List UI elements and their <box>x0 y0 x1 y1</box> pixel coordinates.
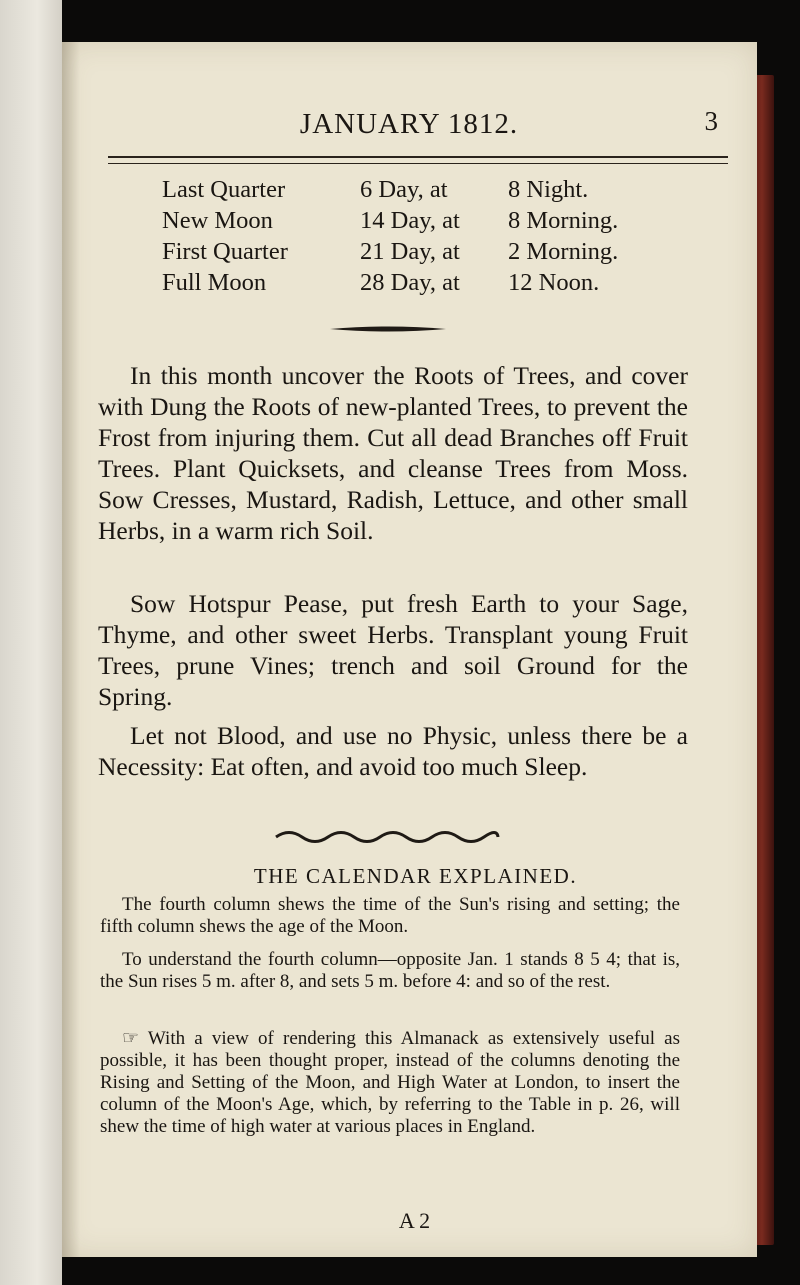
moon-phase-label: New Moon <box>162 206 273 234</box>
moon-phase-time: 2 Morning. <box>508 237 619 265</box>
moon-phase-time: 8 Night. <box>508 175 589 203</box>
table-row <box>162 267 618 298</box>
body-paragraph: In this month uncover the Roots of Trees, and cover with Dung the Roots of new-planted Trees, to prevent the Frost from injuring them. Cut all dead Branches off Fruit Trees. Plant Quicksets, and cleanse Trees from Moss. Sow Cresses, Mustard, Radish, Lettuce, and other small Herbs, in a warm rich Soil. <box>98 361 688 545</box>
moon-phase-label: First Quarter <box>162 237 288 265</box>
moon-phase-table <box>162 174 618 298</box>
signature-mark: A 2 <box>398 1208 431 1233</box>
section-title: THE CALENDAR EXPLAINED. <box>253 864 578 888</box>
moon-phase-day: 28 Day, at <box>360 268 460 296</box>
moon-phase-time: 8 Morning. <box>508 206 619 234</box>
table-row <box>162 236 618 267</box>
moon-phase-time: 12 Noon. <box>508 268 600 296</box>
moon-phase-day: 21 Day, at <box>360 237 460 265</box>
section-paragraph: ☞ With a view of rendering this Almanack as extensively useful as possible, it has been thought proper, instead of the columns denoting the Rising and Setting of the Moon, and High Water at London, to insert the column of the Moon's Age, which, by referring to the Table in p. 26, will shew the time of high water at various places in England. <box>100 1028 680 1137</box>
moon-phase-day: 14 Day, at <box>360 206 460 234</box>
section-paragraph: To understand the fourth column—opposite Jan. 1 stands 8 5 4; that is, the Sun rises 5 m. after 8, and sets 5 m. before 4: and so of the rest. <box>100 949 680 992</box>
left-page-edge <box>0 0 62 1285</box>
body-paragraph: Sow Hotspur Pease, put fresh Earth to your Sage, Thyme, and other sweet Herbs. Transplant young Fruit Trees, prune Vines; trench and soil Ground for the Spring. <box>98 589 688 711</box>
page-fold-shadow <box>62 42 80 1257</box>
page-number: 3 <box>704 106 718 136</box>
almanac-page <box>62 42 757 1257</box>
table-row <box>162 205 618 236</box>
moon-phase-day: 6 Day, at <box>360 175 448 203</box>
body-paragraph: Let not Blood, and use no Physic, unless there be a Necessity: Eat often, and avoid too much Sleep. <box>98 721 688 781</box>
table-row <box>162 174 618 205</box>
wave-divider-ornament <box>274 829 500 845</box>
moon-phase-label: Last Quarter <box>162 175 286 203</box>
page-title: JANUARY 1812. <box>299 108 519 140</box>
page-header <box>98 78 720 142</box>
header-rule <box>108 156 728 164</box>
section-paragraph: The fourth column shews the time of the Sun's rising and setting; the fifth column shews the age of the Moon. <box>100 894 680 937</box>
moon-phase-label: Full Moon <box>162 268 267 296</box>
divider-ornament <box>330 325 446 333</box>
